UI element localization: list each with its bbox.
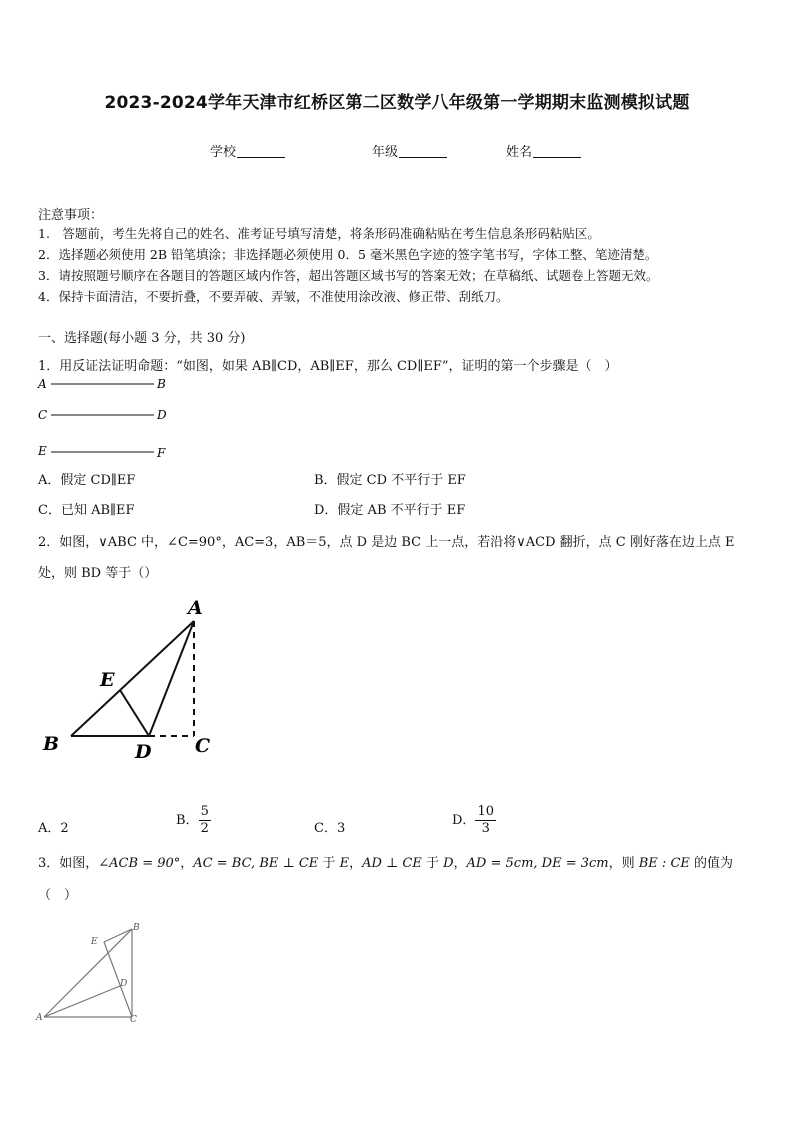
name-blank[interactable] bbox=[533, 145, 581, 158]
school-field bbox=[210, 141, 285, 160]
grade-field bbox=[372, 141, 447, 160]
grade-blank[interactable] bbox=[399, 145, 447, 158]
q1-option-a[interactable]: A．假定 CD∥EF bbox=[38, 473, 136, 488]
label-a: A bbox=[188, 597, 203, 619]
parallel-lines-figure bbox=[36, 374, 176, 462]
label-d: D bbox=[135, 741, 152, 763]
label-b: B bbox=[43, 733, 60, 755]
q2-option-c[interactable]: C．3 bbox=[314, 821, 346, 836]
notes-heading: 注意事项： bbox=[38, 208, 104, 223]
question-3-line-1: 3．如图，∠ACB = 90°，AC = BC, BE ⊥ CE 于 E，AD ⊥ CE 于 D，AD = 5cm, DE = 3cm，则 BE : CE 的值为 bbox=[38, 856, 734, 871]
note-item: 2．选择题必须使用 2B 铅笔填涂；非选择题必须使用 0．5 毫米黑色字迹的签字笔书写，字体工整、笔迹清楚。 bbox=[38, 247, 658, 262]
denominator: 3 bbox=[481, 821, 490, 836]
numerator: 5 bbox=[200, 804, 209, 819]
name-field bbox=[506, 141, 581, 160]
label-b: B bbox=[133, 923, 140, 933]
name-label: 姓名 bbox=[506, 145, 533, 160]
question-2-line-2: 处，则 BD 等于（） bbox=[38, 566, 158, 581]
q2-option-d[interactable] bbox=[452, 804, 496, 837]
q2-option-b[interactable] bbox=[176, 804, 211, 837]
label-e: E bbox=[91, 937, 98, 947]
question-1-text: 1．用反证法证明命题：“如图，如果 AB∥CD，AB∥EF，那么 CD∥EF”，证明的第一个步骤是（ ） bbox=[38, 359, 618, 374]
q1-option-d[interactable]: D．假定 AB 不平行于 EF bbox=[314, 503, 466, 518]
label-a: A bbox=[36, 1013, 43, 1023]
label-c: C bbox=[38, 408, 48, 422]
fraction bbox=[199, 804, 211, 837]
page-title: 2023-2024学年天津市红桥区第二区数学八年级第一学期期末监测模拟试题 bbox=[104, 93, 690, 113]
triangle-fold-figure bbox=[36, 590, 226, 770]
label-c: C bbox=[195, 735, 211, 757]
label-b: B bbox=[157, 377, 166, 391]
note-item: 4．保持卡面清洁，不要折叠，不要弄破、弄皱，不准使用涂改液、修正带、刮纸刀。 bbox=[38, 289, 509, 304]
label-a: A bbox=[38, 377, 47, 391]
q1-option-b[interactable]: B．假定 CD 不平行于 EF bbox=[314, 473, 466, 488]
fraction bbox=[475, 804, 496, 837]
label-d: D bbox=[157, 408, 167, 422]
question-3-line-2: （ ） bbox=[38, 888, 78, 903]
label-d: D bbox=[120, 979, 128, 989]
label-e: E bbox=[38, 444, 47, 458]
q1-option-c[interactable]: C．已知 AB∥EF bbox=[38, 503, 135, 518]
q2-option-b-prefix: B． bbox=[176, 813, 199, 828]
note-item: 3．请按照题号顺序在各题目的答题区域内作答，超出答题区域书写的答案无效；在草稿纸、试题卷上答题无效。 bbox=[38, 268, 659, 283]
label-c: C bbox=[130, 1015, 137, 1025]
right-triangle-figure bbox=[34, 918, 154, 1028]
label-f: F bbox=[157, 446, 166, 460]
q2-option-a[interactable]: A．2 bbox=[38, 821, 69, 836]
grade-label: 年级 bbox=[372, 145, 399, 160]
question-2-line-1: 2．如图，∨ABC 中，∠C=90°，AC=3，AB＝5，点 D 是边 BC 上一点，若沿将∨ACD 翻折，点 C 刚好落在边上点 E bbox=[38, 535, 735, 550]
note-item: 1. 答题前，考生先将自己的姓名、准考证号填写清楚，将条形码准确粘贴在考生信息条形码粘贴区。 bbox=[38, 226, 600, 241]
q2-option-d-prefix: D． bbox=[452, 813, 476, 828]
label-e: E bbox=[100, 669, 115, 691]
denominator: 2 bbox=[200, 821, 209, 836]
section-heading: 一、选择题(每小题 3 分，共 30 分) bbox=[38, 331, 246, 346]
school-label: 学校 bbox=[210, 145, 237, 160]
school-blank[interactable] bbox=[237, 145, 285, 158]
numerator: 10 bbox=[477, 804, 494, 819]
